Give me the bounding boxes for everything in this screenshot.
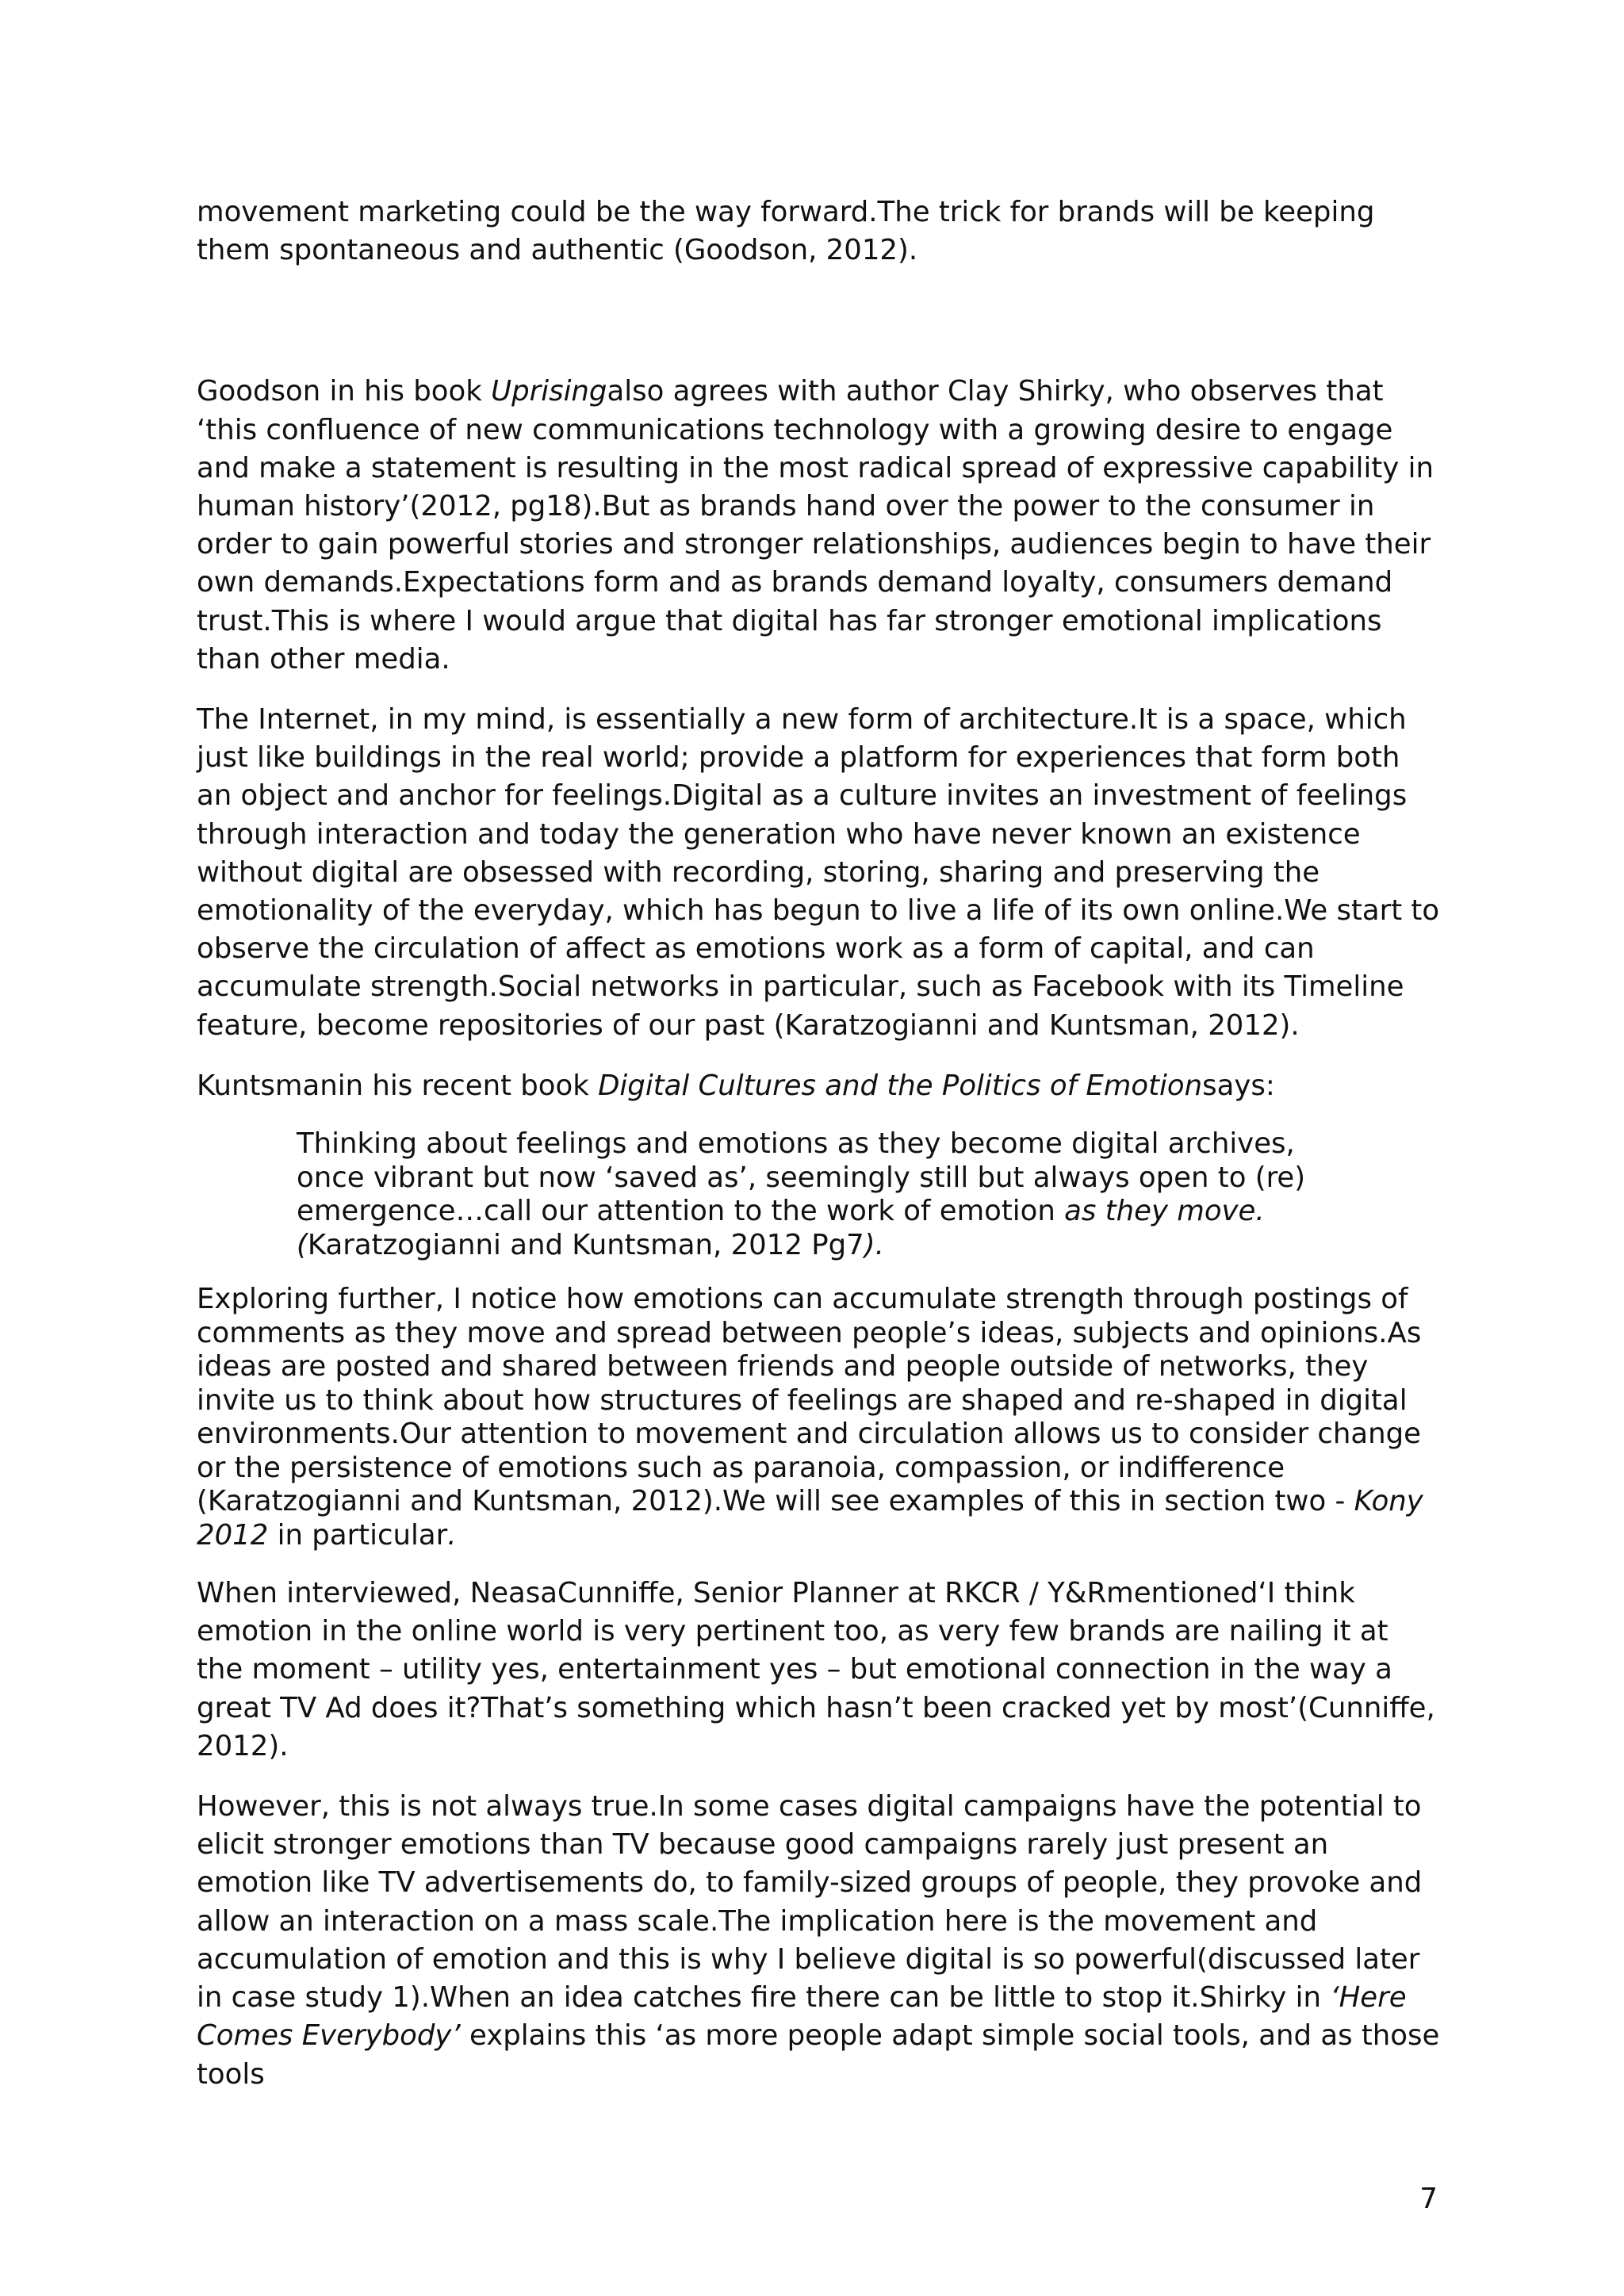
paragraph-5-period: . [447, 1518, 457, 1552]
block-quote-citation: Karatzogianni and Kuntsman, 2012 Pg7 [307, 1228, 864, 1261]
paragraph-5-text-a: Exploring further, I notice how emotions can accumulate strength through postings of comments as they move and spread between people’s ideas, subjects and opinions.As ideas are posted and shared between friends and people outside of networks, they invite us to think about how structures of feelings are shaped and re-shaped in digital environments.Our attention to movement and circulation allows us to consider change or the persistence of emotions such as paranoia, compassion, or indifference (Karatzogianni and Kuntsman, 2012).We will see examples of this in section two - [197, 1283, 1422, 1518]
page-body [197, 193, 1442, 2116]
block-quote-text-a: Thinking about feelings and emotions as they become digital archives, once vibrant but now ‘saved as’, seemingly still but always open to (re) emergence…call our attention to the work of emotion [297, 1127, 1306, 1228]
block-quote-emphasis-b: ). [864, 1228, 884, 1261]
paragraph-2 [197, 373, 1442, 679]
paragraph-4-text-b: says: [1202, 1069, 1275, 1102]
paragraph-4-text-a: Kuntsmanin his recent book [197, 1069, 599, 1102]
book-title-uprising: Uprising [491, 375, 607, 408]
paragraph-4 [197, 1067, 1442, 1105]
paragraph-3-text: The Internet, in my mind, is essentially a new form of architecture.It is a space, which just like buildings in the real world; provide a platform for experiences that form both an object and anchor for feelings.Digital as a culture invites an investment of feelings through interaction and today the generation who have never known an existence without digital are obsessed with recording, storing, sharing and preserving the emotionality of the everyday, which has begun to live a life of its own online.We start to observe the circulation of affect as emotions work as a form of capital, and can accumulate strength.Social networks in particular, such as Facebook with its Timeline feature, become repositories of our past (Karatzogianni and Kuntsman, 2012). [197, 703, 1440, 1042]
paragraph-2-text-a: Goodson in his book [197, 375, 492, 408]
paragraph-7-text-a: However, this is not always true.In some cases digital campaigns have the potential to elicit stronger emotions than TV because good campaigns rarely just present an emotion like TV advertisements do, to family-sized groups of people, they provoke and allow an interaction on a mass scale.The implication here is the movement and accumulation of emotion and this is why I believe digital is so powerful(discussed later in case study 1).When an idea catches fire there can be little to stop it.Shirky in [197, 1790, 1423, 2015]
paragraph-1-text: movement marketing could be the way forward.The trick for brands will be keeping them spontaneous and authentic (Goodson, 2012). [197, 196, 1375, 267]
paragraph-3 [197, 701, 1442, 1045]
block-quote-emphasis-a: as they move. ( [297, 1195, 1265, 1261]
campaign-title-kony: Kony 2012 [197, 1485, 1423, 1552]
page-number: 7 [1419, 2183, 1438, 2215]
paragraph-7-text-b: explains this ‘as more people adapt simple social tools, and as those tools [197, 2019, 1440, 2091]
paragraph-6 [197, 1575, 1442, 1766]
book-title-digital-cultures: Digital Cultures and the Politics of Emotion [598, 1069, 1203, 1102]
paragraph-gap [197, 292, 1442, 373]
block-quote [297, 1127, 1351, 1262]
paragraph-7 [197, 1788, 1442, 2094]
paragraph-2-text-b: also agrees with author Clay Shirky, who observes that ‘this confluence of new communications technology with a growing desire to engage and make a statement is resulting in the most radical spread of expressive capability in human history’(2012, pg18).But as brands hand over the power to the consumer in order to gain powerful stories and stronger relationships, audiences begin to have their own demands.Expectations form and as brands demand loyalty, consumers demand trust.This is where I would argue that digital has far stronger emotional implications than other media. [197, 375, 1434, 675]
paragraph-1 [197, 193, 1442, 270]
book-title-here-comes-everybody: ‘Here Comes Everybody’ [197, 1981, 1407, 2053]
paragraph-5 [197, 1283, 1442, 1552]
paragraph-6-text: When interviewed, NeasaCunniffe, Senior Planner at RKCR / Y&Rmentioned‘I think emotion in the online world is very pertinent too, as very few brands are nailing it at the moment – utility yes, entertainment yes – but emotional connection in the way a great TV Ad does it?That’s something which hasn’t been cracked yet by most’(Cunniffe, 2012). [197, 1577, 1435, 1762]
paragraph-5-text-b: in particular [268, 1518, 448, 1552]
